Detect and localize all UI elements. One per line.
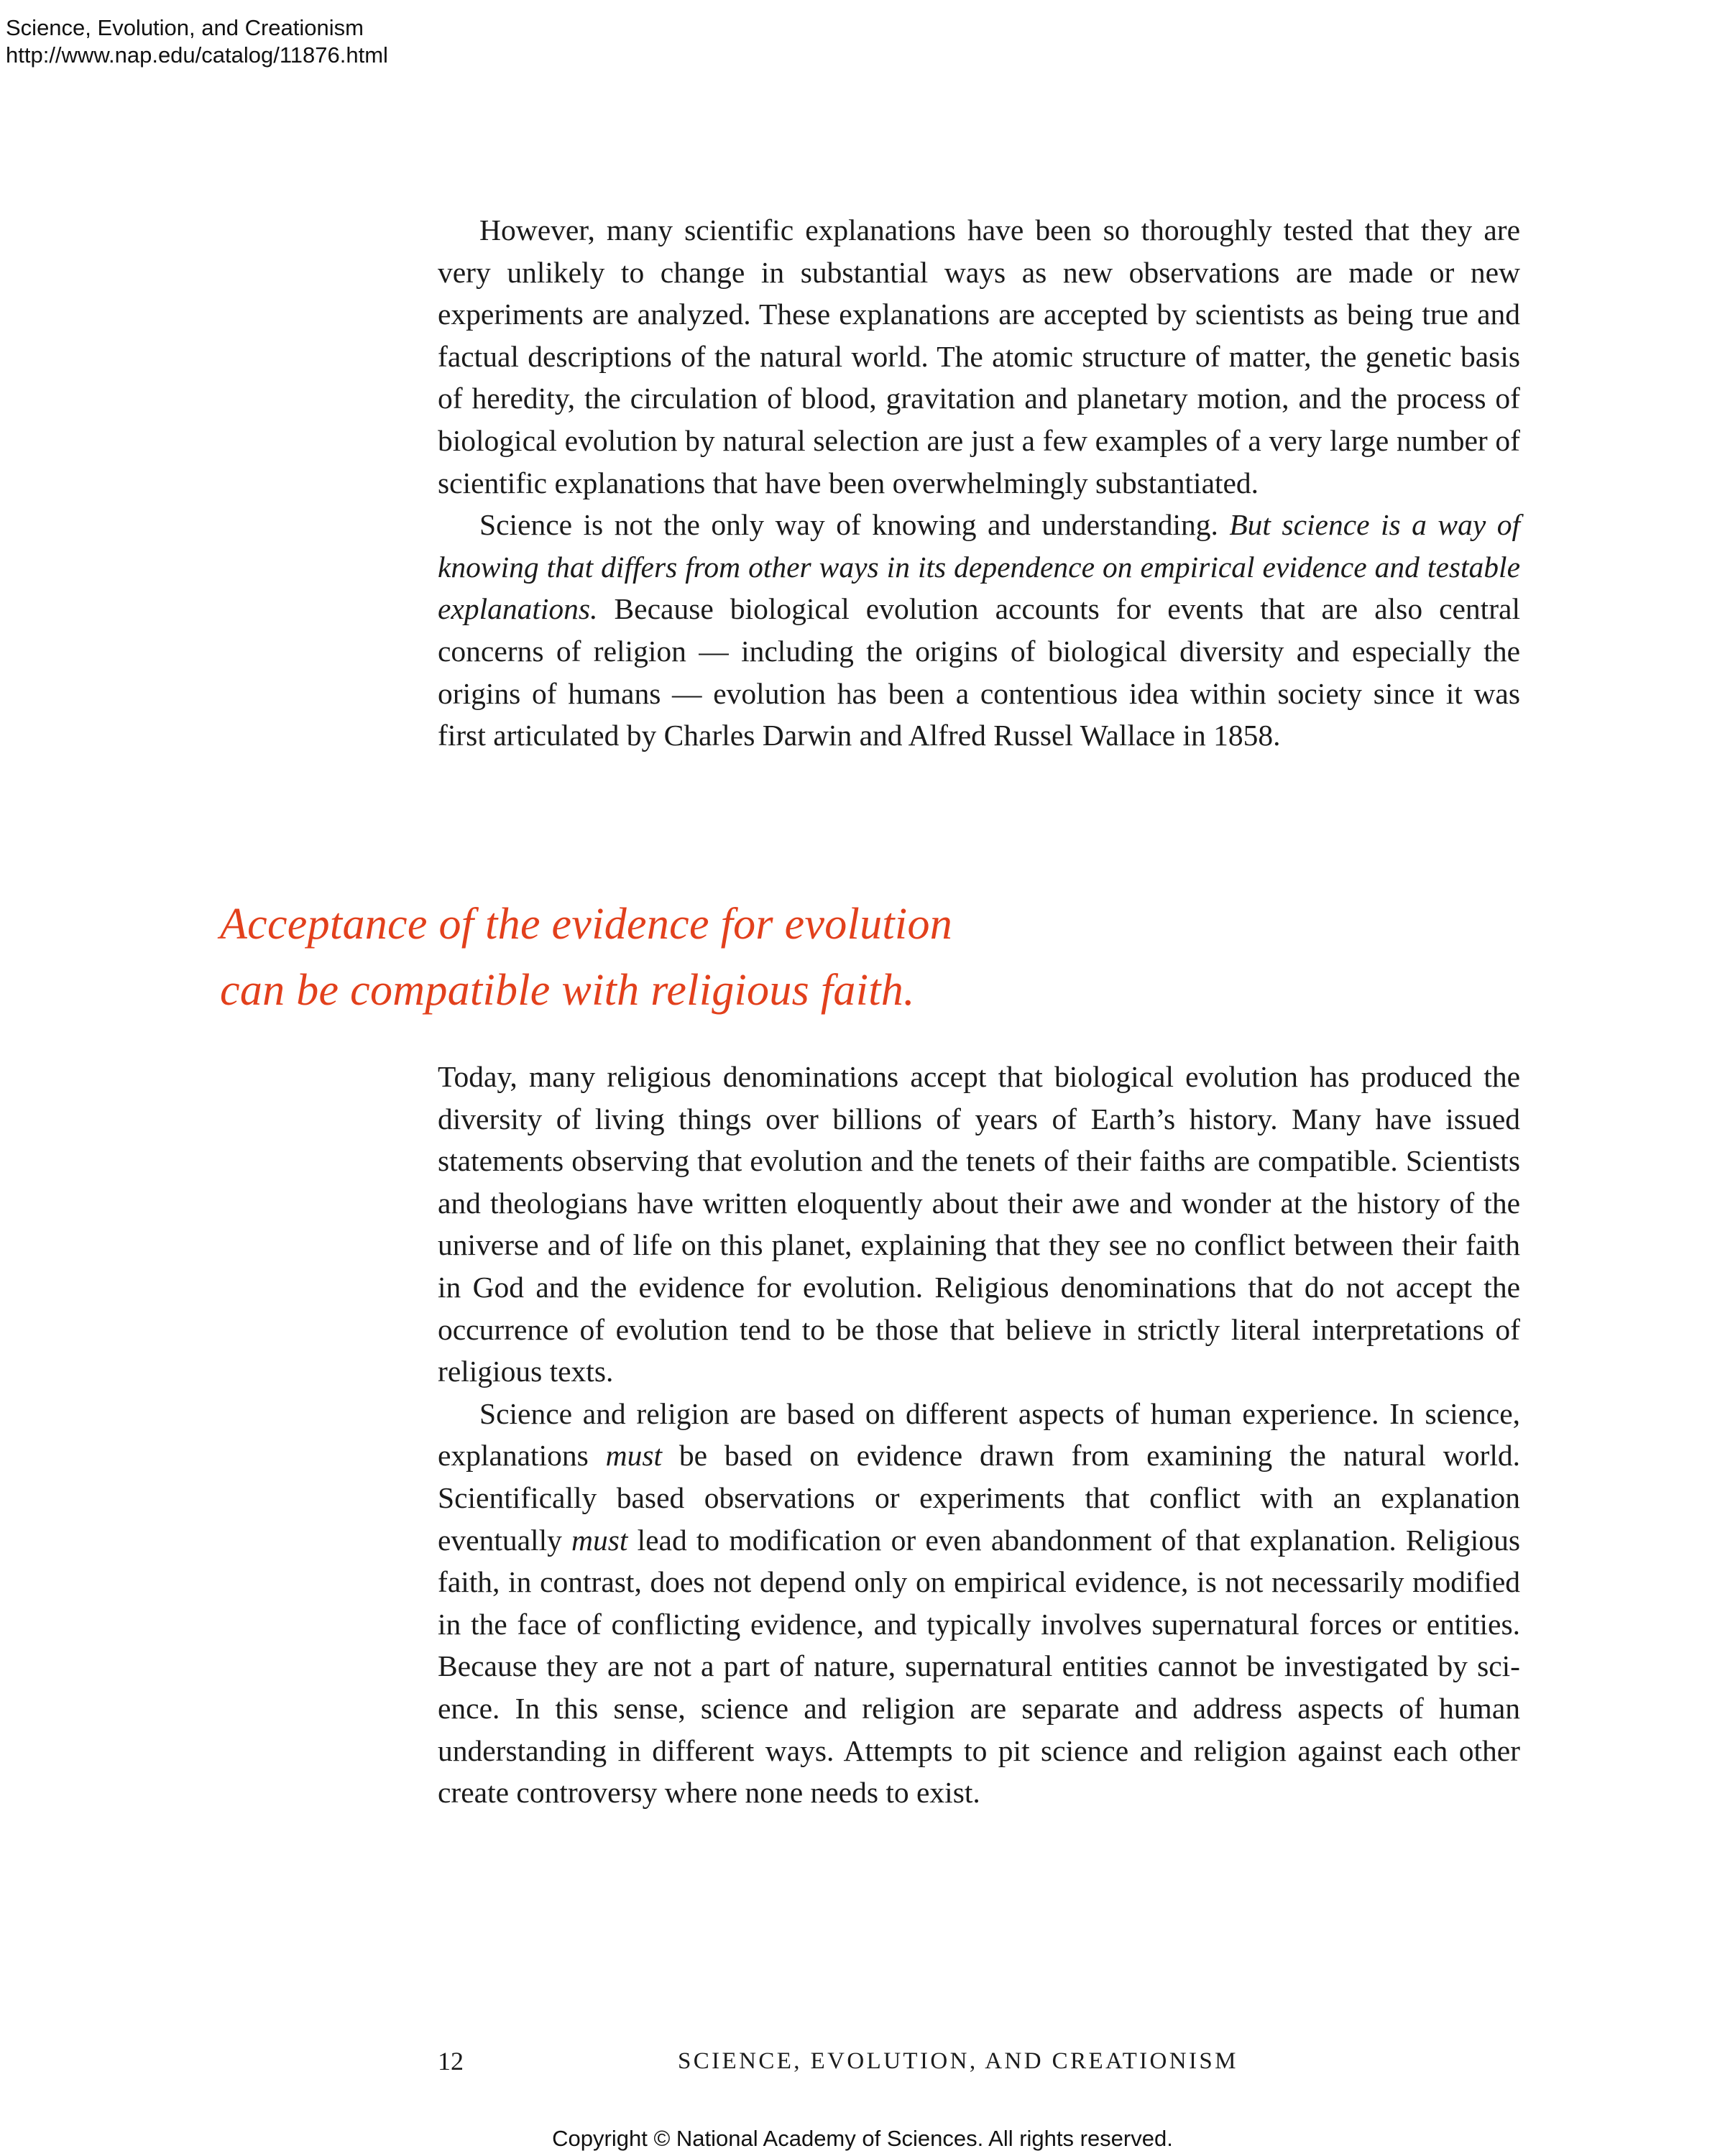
emphasized-text: But science is a way of knowing that differs from other ways in its dependence on empirical evidence and testable explanations.	[438, 508, 1520, 626]
page-number: 12	[438, 2047, 464, 2076]
running-title: SCIENCE, EVOLUTION, AND CREATIONISM	[678, 2048, 1238, 2074]
pull-quote-line: can be compatible with religious faith.	[220, 966, 915, 1015]
pull-quote	[220, 891, 1298, 1023]
paragraph-text: However, many scientific explanations have been so thoroughly tested that they are very unlikely to change in substantial ways as new observations are made or new experiments are analyzed. These explanations are accepted by scientists as being true and factual descriptions of the natural world. The atomic structure of matter, the genetic basis of heredity, the circulation of blood, gravitation and planetary motion, and the process of biological evolution by natural selection are just a few examples of a very large number of scientific explanations that have been overwhelmingly substantiated.	[438, 213, 1520, 499]
paragraph-text: Science and religion are based on different aspects of human experience. In science, explanations	[438, 1396, 1520, 1473]
body-section-one	[438, 209, 1520, 757]
paragraph-text: lead to modification or even abandonment of that explanation. Religious faith, in contrast, does not depend only on empirical evidence, is not necessarily modified in the face of conflicting evidence, and typically involves supernatural forces or entities. Because they are not a part of nature, supernatural entities cannot be investigated by science. In this sense, science and religion are separate and address aspects of human understanding in different ways. Attempts to pit science and religion against each other create controversy where none needs to exist.	[438, 1523, 1520, 1810]
paragraph-text: Today, many religious denominations accept that biological evolution has produced the diversity of living things over billions of years of Earth’s history. Many have issued statements observing that evolution and the tenets of their faiths are compatible. Scientists and theologians have written eloquently about their awe and wonder at the history of the universe and of life on this planet, explaining that they see no conflict between their faith in God and the evidence for evolution. Religious denominations that do not accept the occurrence of evolution tend to be those that believe in strictly literal interpretations of religious texts.	[438, 1060, 1520, 1388]
paragraph	[438, 1056, 1520, 1393]
emphasized-text: must	[605, 1439, 663, 1473]
paragraph-text: be based on evidence drawn from examining the natural world. Scientifically based observations or experiments that conflict with an explanation eventually	[438, 1439, 1521, 1557]
paragraph-text: Because biological evolution accounts for events that are also central concerns of religion — including the origins of biological diversity and especially the origins of humans — evolution has been a contentious idea within society since it was first articulated by Charles Darwin and Alfred Russel Wallace in 1858.	[438, 592, 1520, 752]
paragraph-text: Science is not the only way of knowing and understanding.	[479, 508, 1230, 542]
body-section-two	[438, 1056, 1520, 1814]
pull-quote-line: Acceptance of the evidence for evolution	[220, 900, 953, 949]
copyright-notice: Copyright © National Academy of Sciences. All rights reserved.	[552, 2126, 1173, 2151]
document-header	[6, 14, 388, 69]
paragraph	[438, 1393, 1520, 1814]
header-url: http://www.nap.edu/catalog/11876.html	[6, 42, 388, 68]
header-title: Science, Evolution, and Creationism	[6, 15, 364, 40]
page-footer	[438, 2040, 1520, 2083]
emphasized-text: must	[571, 1523, 628, 1557]
paragraph	[438, 209, 1520, 504]
paragraph	[438, 504, 1520, 757]
